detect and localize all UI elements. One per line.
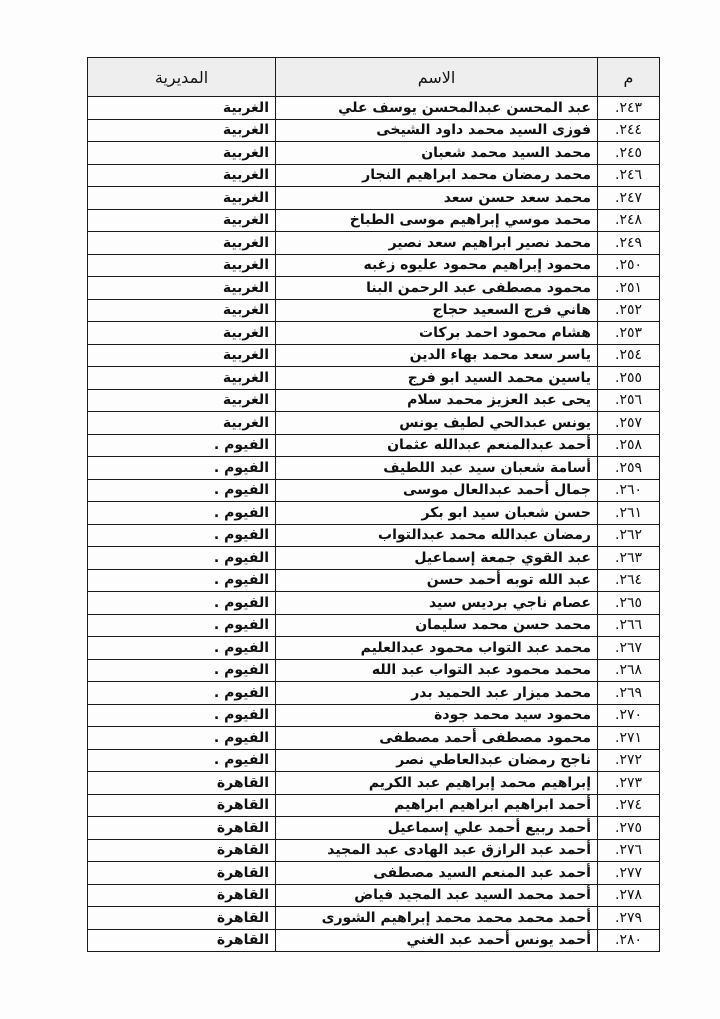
- row-directorate: الفيوم .: [88, 434, 276, 457]
- row-directorate: الغربية: [88, 412, 276, 435]
- row-directorate: الفيوم .: [88, 569, 276, 592]
- table-row: [88, 299, 660, 322]
- row-number: ٢٨٠.: [598, 929, 660, 952]
- row-directorate: الغربية: [88, 119, 276, 142]
- row-number: ٢٤٤.: [598, 119, 660, 142]
- row-number: ٢٧٠.: [598, 704, 660, 727]
- row-name: أحمد ربيع أحمد علي إسماعيل: [276, 817, 598, 840]
- row-directorate: القاهرة: [88, 772, 276, 795]
- table-row: [88, 727, 660, 750]
- table-row: [88, 704, 660, 727]
- row-name: محمد حسن محمد سليمان: [276, 614, 598, 637]
- row-name: عبد الله توبه أحمد حسن: [276, 569, 598, 592]
- row-number: ٢٦٥.: [598, 592, 660, 615]
- row-directorate: الغربية: [88, 322, 276, 345]
- table-row: [88, 659, 660, 682]
- row-name: محمود سيد محمد جودة: [276, 704, 598, 727]
- row-name: محمد محمود عبد التواب عبد الله: [276, 659, 598, 682]
- row-directorate: الغربية: [88, 164, 276, 187]
- header-directorate: المديرية: [88, 58, 276, 97]
- table-row: [88, 389, 660, 412]
- row-number: ٢٦٦.: [598, 614, 660, 637]
- row-directorate: الغربية: [88, 142, 276, 165]
- table-row: [88, 187, 660, 210]
- row-directorate: الغربية: [88, 299, 276, 322]
- row-number: ٢٥٧.: [598, 412, 660, 435]
- table-row: [88, 277, 660, 300]
- row-directorate: الفيوم .: [88, 502, 276, 525]
- table-row: [88, 322, 660, 345]
- table-row: [88, 794, 660, 817]
- table-header: [88, 58, 660, 97]
- row-number: ٢٧٣.: [598, 772, 660, 795]
- row-directorate: الفيوم .: [88, 704, 276, 727]
- row-name: فوزى السيد محمد داود الشيخى: [276, 119, 598, 142]
- row-number: ٢٦٢.: [598, 524, 660, 547]
- table-row: [88, 254, 660, 277]
- row-name: ياسين محمد السيد ابو فرج: [276, 367, 598, 390]
- row-name: محمد سعد حسن سعد: [276, 187, 598, 210]
- row-directorate: الغربية: [88, 232, 276, 255]
- table-row: [88, 232, 660, 255]
- row-name: محمد ميزار عبد الحميد بدر: [276, 682, 598, 705]
- row-name: محمد عبد التواب محمود عبدالعليم: [276, 637, 598, 660]
- row-directorate: القاهرة: [88, 839, 276, 862]
- row-number: ٢٥٠.: [598, 254, 660, 277]
- row-directorate: الفيوم .: [88, 749, 276, 772]
- row-number: ٢٥٢.: [598, 299, 660, 322]
- row-name: ناجح رمضان عبدالعاطي نصر: [276, 749, 598, 772]
- row-name: جمال أحمد عبدالعال موسى: [276, 479, 598, 502]
- table-row: [88, 929, 660, 952]
- row-name: أحمد عبد المنعم السيد مصطفى: [276, 862, 598, 885]
- header-number: م: [598, 58, 660, 97]
- table-row: [88, 637, 660, 660]
- row-directorate: الفيوم .: [88, 637, 276, 660]
- row-number: ٢٦٤.: [598, 569, 660, 592]
- table-row: [88, 119, 660, 142]
- table-body: [88, 97, 660, 952]
- row-number: ٢٧١.: [598, 727, 660, 750]
- row-name: هشام محمود احمد بركات: [276, 322, 598, 345]
- row-name: هاني فرج السعيد حجاج: [276, 299, 598, 322]
- row-name: محمد رمضان محمد ابراهيم النجار: [276, 164, 598, 187]
- row-name: محمد نصير ابراهيم سعد نصير: [276, 232, 598, 255]
- names-table: [87, 57, 660, 952]
- row-directorate: الغربية: [88, 97, 276, 120]
- row-directorate: القاهرة: [88, 817, 276, 840]
- row-number: ٢٤٧.: [598, 187, 660, 210]
- row-directorate: الفيوم .: [88, 659, 276, 682]
- row-name: أحمد محمد محمد محمد إبراهيم الشورى: [276, 907, 598, 930]
- row-name: عبد القوي جمعة إسماعيل: [276, 547, 598, 570]
- table-row: [88, 434, 660, 457]
- row-number: ٢٤٩.: [598, 232, 660, 255]
- row-directorate: الفيوم .: [88, 457, 276, 480]
- table-row: [88, 164, 660, 187]
- row-name: أحمد ابراهيم ابراهيم ابراهيم: [276, 794, 598, 817]
- row-name: ياسر سعد محمد بهاء الدين: [276, 344, 598, 367]
- row-directorate: الغربية: [88, 187, 276, 210]
- row-name: محمود إبراهيم محمود عليوه زغبه: [276, 254, 598, 277]
- row-directorate: الفيوم .: [88, 614, 276, 637]
- row-number: ٢٥٩.: [598, 457, 660, 480]
- row-directorate: الفيوم .: [88, 727, 276, 750]
- row-name: عبد المحسن عبدالمحسن يوسف علي: [276, 97, 598, 120]
- row-name: إبراهيم محمد إبراهيم عبد الكريم: [276, 772, 598, 795]
- table-row: [88, 547, 660, 570]
- table-row: [88, 772, 660, 795]
- row-number: ٢٥٤.: [598, 344, 660, 367]
- table-row: [88, 884, 660, 907]
- table-row: [88, 142, 660, 165]
- row-directorate: الفيوم .: [88, 592, 276, 615]
- header-row: [88, 58, 660, 97]
- table-row: [88, 479, 660, 502]
- row-name: أحمد عبد الرازق عبد الهادى عبد المجيد: [276, 839, 598, 862]
- row-number: ٢٦٨.: [598, 659, 660, 682]
- row-directorate: القاهرة: [88, 907, 276, 930]
- row-directorate: الغربية: [88, 209, 276, 232]
- row-number: ٢٦٧.: [598, 637, 660, 660]
- row-name: أحمد محمد السيد عبد المجيد فياض: [276, 884, 598, 907]
- row-number: ٢٦٩.: [598, 682, 660, 705]
- row-directorate: الفيوم .: [88, 682, 276, 705]
- row-directorate: الفيوم .: [88, 547, 276, 570]
- table-row: [88, 817, 660, 840]
- table-row: [88, 862, 660, 885]
- row-directorate: الغربية: [88, 254, 276, 277]
- row-number: ٢٧٢.: [598, 749, 660, 772]
- table-row: [88, 97, 660, 120]
- table-row: [88, 412, 660, 435]
- table-row: [88, 569, 660, 592]
- row-directorate: الفيوم .: [88, 524, 276, 547]
- row-directorate: القاهرة: [88, 794, 276, 817]
- row-number: ٢٦٣.: [598, 547, 660, 570]
- row-number: ٢٧٨.: [598, 884, 660, 907]
- row-number: ٢٧٤.: [598, 794, 660, 817]
- row-number: ٢٤٥.: [598, 142, 660, 165]
- row-directorate: الغربية: [88, 389, 276, 412]
- row-name: أسامة شعبان سيد عبد اللطيف: [276, 457, 598, 480]
- row-number: ٢٧٩.: [598, 907, 660, 930]
- row-number: ٢٥٥.: [598, 367, 660, 390]
- row-name: رمضان عبدالله محمد عبدالتواب: [276, 524, 598, 547]
- row-name: محمد موسي إبراهيم موسى الطباخ: [276, 209, 598, 232]
- row-directorate: الغربية: [88, 344, 276, 367]
- header-name: الاسم: [276, 58, 598, 97]
- table-row: [88, 682, 660, 705]
- row-name: محمود مصطفى أحمد مصطفى: [276, 727, 598, 750]
- row-name: محمود مصطفى عبد الرحمن البنا: [276, 277, 598, 300]
- row-directorate: الغربية: [88, 277, 276, 300]
- row-number: ٢٧٧.: [598, 862, 660, 885]
- table-row: [88, 749, 660, 772]
- table-row: [88, 592, 660, 615]
- row-name: أحمد عبدالمنعم عبدالله عثمان: [276, 434, 598, 457]
- row-number: ٢٦٠.: [598, 479, 660, 502]
- row-number: ٢٤٣.: [598, 97, 660, 120]
- row-number: ٢٤٨.: [598, 209, 660, 232]
- row-name: محمد السيد محمد شعبان: [276, 142, 598, 165]
- row-name: يحى عبد العزيز محمد سلام: [276, 389, 598, 412]
- table-row: [88, 614, 660, 637]
- row-number: ٢٧٦.: [598, 839, 660, 862]
- row-name: حسن شعبان سيد ابو بكر: [276, 502, 598, 525]
- table-row: [88, 457, 660, 480]
- table-row: [88, 907, 660, 930]
- table-row: [88, 209, 660, 232]
- row-name: أحمد يونس أحمد عبد الغني: [276, 929, 598, 952]
- row-directorate: الغربية: [88, 367, 276, 390]
- row-number: ٢٥٣.: [598, 322, 660, 345]
- row-number: ٢٥٨.: [598, 434, 660, 457]
- table-row: [88, 524, 660, 547]
- row-directorate: القاهرة: [88, 862, 276, 885]
- row-number: ٢٥٦.: [598, 389, 660, 412]
- row-name: يونس عبدالحي لطيف يونس: [276, 412, 598, 435]
- row-number: ٢٥١.: [598, 277, 660, 300]
- table-row: [88, 344, 660, 367]
- table-row: [88, 367, 660, 390]
- row-directorate: القاهرة: [88, 884, 276, 907]
- table-row: [88, 502, 660, 525]
- row-directorate: الفيوم .: [88, 479, 276, 502]
- row-number: ٢٦١.: [598, 502, 660, 525]
- row-number: ٢٧٥.: [598, 817, 660, 840]
- row-name: عصام ناجي برديس سيد: [276, 592, 598, 615]
- row-directorate: القاهرة: [88, 929, 276, 952]
- row-number: ٢٤٦.: [598, 164, 660, 187]
- table-row: [88, 839, 660, 862]
